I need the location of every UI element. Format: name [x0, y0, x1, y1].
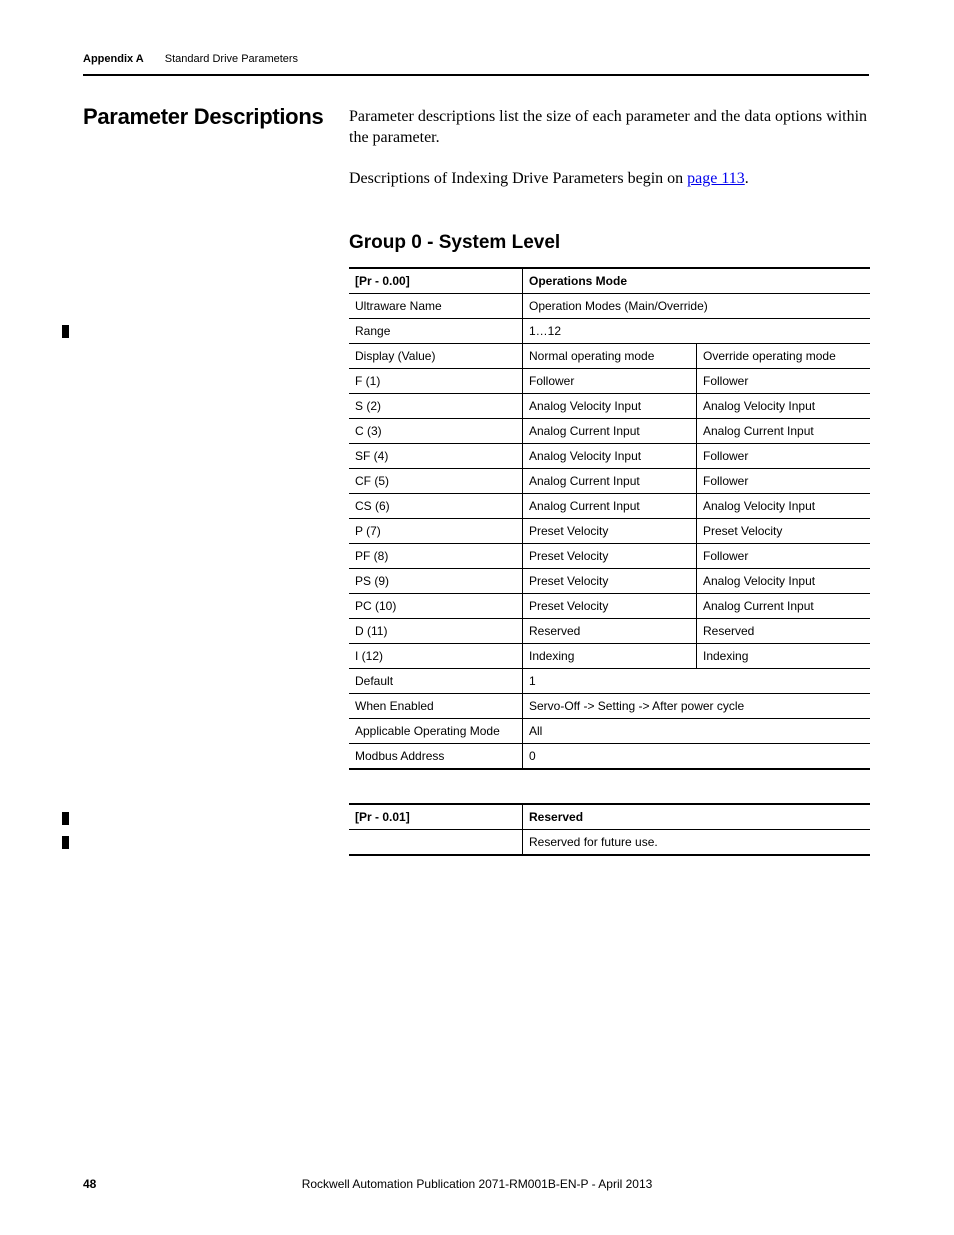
- table-cell-value: Analog Velocity Input: [523, 444, 697, 469]
- parameter-table-pr-0-01: [349, 803, 870, 856]
- table-cell-value: Preset Velocity: [697, 519, 871, 544]
- publication-footer: Rockwell Automation Publication 2071-RM001B-EN-P - April 2013: [301, 1177, 653, 1191]
- table-cell-value: Normal operating mode: [523, 344, 697, 369]
- section-label: Standard Drive Parameters: [164, 53, 299, 65]
- table-cell-label: Range: [349, 319, 523, 344]
- table-cell-label: Ultraware Name: [349, 294, 523, 319]
- table-cell-label: D (11): [349, 619, 523, 644]
- table-cell-value: Override operating mode: [697, 344, 871, 369]
- table-row: [349, 644, 870, 669]
- table-cell-label: SF (4): [349, 444, 523, 469]
- table-cell-value: Analog Velocity Input: [697, 569, 871, 594]
- table-cell-value: Follower: [523, 369, 697, 394]
- table-cell-label: PC (10): [349, 594, 523, 619]
- table-cell-label: Modbus Address: [349, 744, 523, 770]
- table-cell-label: S (2): [349, 394, 523, 419]
- table-cell-value: 1…12: [523, 319, 871, 344]
- intro-paragraph-1: Parameter descriptions list the size of each parameter and the data options within the parameter.: [349, 108, 868, 146]
- table-cell-label: I (12): [349, 644, 523, 669]
- table-cell-label: Applicable Operating Mode: [349, 719, 523, 744]
- table-row: [349, 394, 870, 419]
- table-cell-value: Preset Velocity: [523, 569, 697, 594]
- table-row: [349, 719, 870, 744]
- page-title: Parameter Descriptions: [83, 104, 324, 129]
- table-cell-value: Follower: [697, 369, 871, 394]
- table-cell-value: Reserved for future use.: [523, 830, 871, 856]
- page-number: 48: [83, 1177, 97, 1191]
- table-cell-value: Analog Current Input: [523, 469, 697, 494]
- table-row: [349, 619, 870, 644]
- table-row: [349, 469, 870, 494]
- table-header-row: [349, 804, 870, 830]
- table-row: [349, 319, 870, 344]
- table-cell-label: [Pr - 0.00]: [349, 268, 523, 294]
- change-bar: [62, 812, 69, 825]
- table-cell-value: 0: [523, 744, 871, 770]
- table-cell-value: Analog Current Input: [697, 419, 871, 444]
- table-cell-label: When Enabled: [349, 694, 523, 719]
- table-cell-value: Reserved: [523, 804, 871, 830]
- table-row: [349, 744, 870, 770]
- parameter-table-pr-0-00: [349, 267, 870, 770]
- table-cell-value: Analog Current Input: [523, 419, 697, 444]
- table-cell-value: Operations Mode: [523, 268, 871, 294]
- intro-text: [349, 106, 871, 209]
- table-row: [349, 694, 870, 719]
- table-cell-value: Reserved: [697, 619, 871, 644]
- group-title: Group 0 - System Level: [349, 232, 561, 253]
- table-cell-label: F (1): [349, 369, 523, 394]
- change-bar: [62, 836, 69, 849]
- table-cell-label: [349, 830, 523, 856]
- table-cell-value: Analog Velocity Input: [697, 394, 871, 419]
- table-cell-label: P (7): [349, 519, 523, 544]
- table-cell-label: Default: [349, 669, 523, 694]
- table-row: [349, 594, 870, 619]
- appendix-label: Appendix A: [83, 53, 144, 65]
- table-cell-value: Follower: [697, 469, 871, 494]
- table-row: [349, 669, 870, 694]
- running-header: [83, 53, 298, 65]
- table-row: [349, 569, 870, 594]
- change-bar: [62, 325, 69, 338]
- table-cell-value: Servo-Off -> Setting -> After power cycle: [523, 694, 871, 719]
- table-cell-value: All: [523, 719, 871, 744]
- table-cell-value: Analog Current Input: [523, 494, 697, 519]
- table-row: [349, 494, 870, 519]
- table-cell-value: Preset Velocity: [523, 519, 697, 544]
- intro-p2-suffix: .: [744, 170, 749, 187]
- table-cell-label: PF (8): [349, 544, 523, 569]
- table-cell-label: C (3): [349, 419, 523, 444]
- table-row: [349, 294, 870, 319]
- table-cell-value: Analog Velocity Input: [523, 394, 697, 419]
- table-cell-value: Indexing: [523, 644, 697, 669]
- table-cell-label: CS (6): [349, 494, 523, 519]
- table-cell-value: Preset Velocity: [523, 594, 697, 619]
- table-cell-value: Follower: [697, 544, 871, 569]
- table-row: [349, 444, 870, 469]
- table-row: [349, 519, 870, 544]
- intro-paragraph-2: [349, 168, 871, 189]
- table-cell-label: PS (9): [349, 569, 523, 594]
- table-cell-value: Preset Velocity: [523, 544, 697, 569]
- page-113-link[interactable]: page 113: [687, 170, 745, 187]
- table-cell-value: Operation Modes (Main/Override): [523, 294, 871, 319]
- intro-p2-prefix: Descriptions of Indexing Drive Parameters begin on: [349, 170, 688, 187]
- table-row: [349, 544, 870, 569]
- table-row: [349, 344, 870, 369]
- table-cell-value: Indexing: [697, 644, 871, 669]
- table-cell-value: Follower: [697, 444, 871, 469]
- table-cell-label: Display (Value): [349, 344, 523, 369]
- table-header-row: [349, 268, 870, 294]
- table-cell-value: Reserved: [523, 619, 697, 644]
- table-cell-value: 1: [523, 669, 871, 694]
- table-row: [349, 369, 870, 394]
- table-cell-value: Analog Velocity Input: [697, 494, 871, 519]
- table-cell-label: [Pr - 0.01]: [349, 804, 523, 830]
- table-row: [349, 419, 870, 444]
- table-cell-label: CF (5): [349, 469, 523, 494]
- table-cell-value: Analog Current Input: [697, 594, 871, 619]
- header-rule: [83, 74, 869, 76]
- table-row: [349, 830, 870, 856]
